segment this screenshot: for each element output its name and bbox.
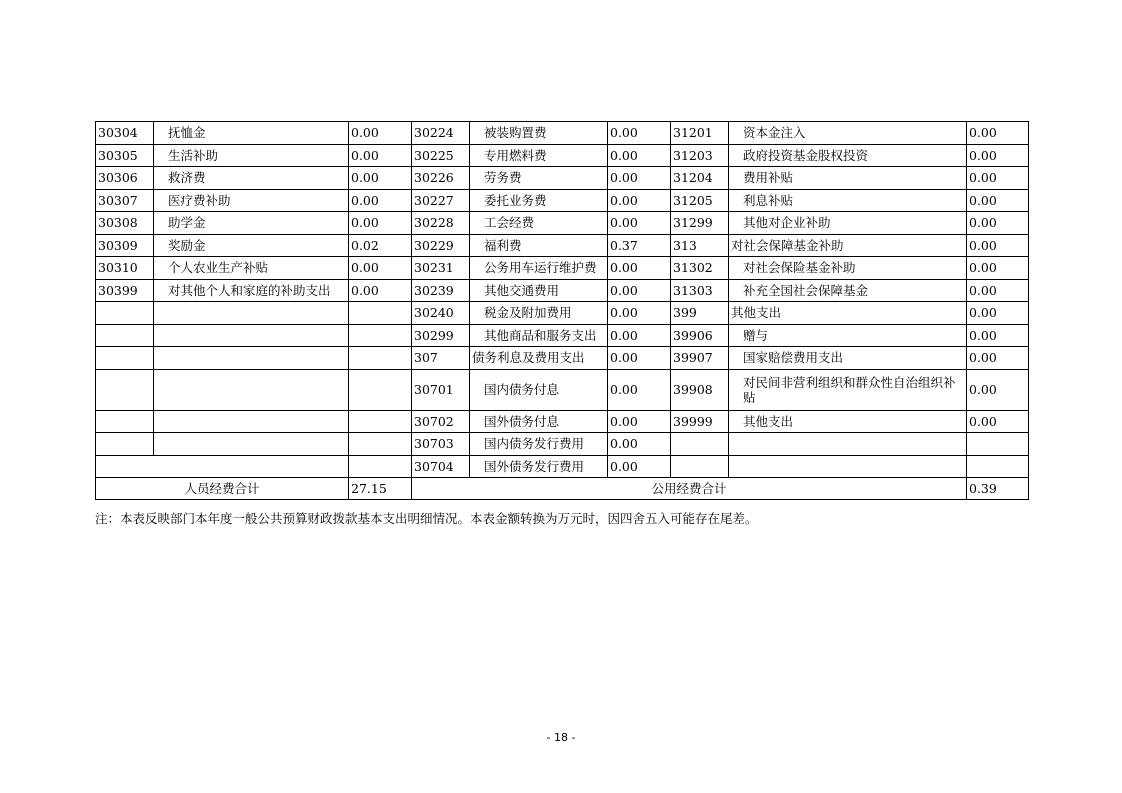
cell-name-1: 对其他个人和家庭的补助支出 [154, 279, 349, 302]
personnel-total-value: 27.15 [349, 478, 412, 500]
cell-amount-3: 0.00 [967, 257, 1029, 280]
cell-name-1: 助学金 [154, 212, 349, 235]
cell-code-2: 30702 [412, 410, 470, 433]
cell-name-3: 对社会保障基金补助 [729, 234, 967, 257]
cell-name-1: 生活补助 [154, 144, 349, 167]
cell-name-2: 劳务费 [470, 167, 608, 190]
cell-name-1 [154, 302, 349, 325]
table-row [96, 144, 1029, 167]
table-row [96, 189, 1029, 212]
cell-code-2: 307 [412, 347, 470, 370]
cell-code-3: 31201 [671, 122, 729, 145]
cell-code-1 [96, 347, 154, 370]
cell-amount-1: 0.00 [349, 189, 412, 212]
cell-name-3 [729, 433, 967, 456]
cell-code-1: 30309 [96, 234, 154, 257]
cell-name-3: 利息补贴 [729, 189, 967, 212]
cell-amount-3: 0.00 [967, 302, 1029, 325]
cell-name-1: 个人农业生产补贴 [154, 257, 349, 280]
cell-code-3: 31303 [671, 279, 729, 302]
cell-code-2: 30703 [412, 433, 470, 456]
table-row [96, 410, 1029, 433]
cell-name-3: 其他支出 [729, 410, 967, 433]
cell-amount-1: 0.00 [349, 122, 412, 145]
cell-code-1 [96, 324, 154, 347]
cell-name-2: 税金及附加费用 [470, 302, 608, 325]
cell-name-2: 公务用车运行维护费 [470, 257, 608, 280]
cell-code-2: 30228 [412, 212, 470, 235]
cell-name-2: 其他交通费用 [470, 279, 608, 302]
table-row [96, 369, 1029, 410]
cell-amount-2: 0.00 [608, 279, 671, 302]
cell-code-1 [96, 302, 154, 325]
cell-empty [96, 455, 349, 478]
totals-row [96, 478, 1029, 500]
cell-amount-3: 0.00 [967, 347, 1029, 370]
cell-amount-2: 0.00 [608, 433, 671, 456]
cell-amount-3: 0.00 [967, 122, 1029, 145]
cell-amount-3: 0.00 [967, 410, 1029, 433]
cell-code-2: 30224 [412, 122, 470, 145]
cell-amount-3 [967, 433, 1029, 456]
cell-amount-1 [349, 410, 412, 433]
cell-code-2: 30240 [412, 302, 470, 325]
cell-code-3: 39906 [671, 324, 729, 347]
cell-name-3: 费用补贴 [729, 167, 967, 190]
table-row [96, 302, 1029, 325]
cell-amount-1: 0.00 [349, 257, 412, 280]
cell-code-1: 30306 [96, 167, 154, 190]
cell-amount-1 [349, 455, 412, 478]
page-number: - 18 - [546, 731, 576, 744]
cell-code-1 [96, 369, 154, 410]
table-row [96, 234, 1029, 257]
cell-amount-2: 0.00 [608, 212, 671, 235]
cell-code-2: 30239 [412, 279, 470, 302]
cell-amount-3: 0.00 [967, 212, 1029, 235]
cell-name-3: 资本金注入 [729, 122, 967, 145]
cell-code-3 [671, 455, 729, 478]
cell-code-1: 30304 [96, 122, 154, 145]
cell-name-2: 国外债务付息 [470, 410, 608, 433]
table-row [96, 212, 1029, 235]
cell-code-3: 39999 [671, 410, 729, 433]
cell-code-2: 30229 [412, 234, 470, 257]
cell-name-2: 福利费 [470, 234, 608, 257]
expenditure-detail-table [95, 121, 1029, 500]
cell-name-1 [154, 324, 349, 347]
cell-code-3: 399 [671, 302, 729, 325]
cell-amount-2: 0.00 [608, 410, 671, 433]
cell-code-2: 30227 [412, 189, 470, 212]
public-total-label: 公用经费合计 [412, 478, 967, 500]
cell-name-2: 其他商品和服务支出 [470, 324, 608, 347]
cell-code-2: 30704 [412, 455, 470, 478]
table-row [96, 324, 1029, 347]
cell-code-1 [96, 433, 154, 456]
cell-amount-2: 0.00 [608, 122, 671, 145]
cell-amount-1 [349, 347, 412, 370]
cell-amount-1: 0.00 [349, 144, 412, 167]
cell-code-1: 30310 [96, 257, 154, 280]
cell-amount-3: 0.00 [967, 144, 1029, 167]
cell-amount-1 [349, 302, 412, 325]
cell-code-2: 30701 [412, 369, 470, 410]
cell-amount-1: 0.02 [349, 234, 412, 257]
cell-amount-1 [349, 433, 412, 456]
cell-code-1: 30307 [96, 189, 154, 212]
table-row [96, 279, 1029, 302]
cell-amount-1: 0.00 [349, 279, 412, 302]
cell-amount-3 [967, 455, 1029, 478]
cell-code-3: 31205 [671, 189, 729, 212]
cell-amount-2: 0.00 [608, 347, 671, 370]
cell-amount-2: 0.00 [608, 144, 671, 167]
cell-name-2: 国内债务发行费用 [470, 433, 608, 456]
cell-amount-2: 0.37 [608, 234, 671, 257]
cell-name-1: 医疗费补助 [154, 189, 349, 212]
table-row [96, 122, 1029, 145]
cell-name-3: 对社会保险基金补助 [729, 257, 967, 280]
cell-code-1: 30308 [96, 212, 154, 235]
cell-amount-1: 0.00 [349, 167, 412, 190]
cell-amount-1: 0.00 [349, 212, 412, 235]
cell-name-2: 委托业务费 [470, 189, 608, 212]
cell-code-1: 30305 [96, 144, 154, 167]
cell-amount-2: 0.00 [608, 324, 671, 347]
cell-name-1: 抚恤金 [154, 122, 349, 145]
table-row [96, 347, 1029, 370]
cell-name-1 [154, 369, 349, 410]
cell-name-1 [154, 347, 349, 370]
cell-amount-3: 0.00 [967, 369, 1029, 410]
cell-name-3: 国家赔偿费用支出 [729, 347, 967, 370]
cell-name-3: 其他对企业补助 [729, 212, 967, 235]
cell-code-3: 313 [671, 234, 729, 257]
cell-amount-2: 0.00 [608, 369, 671, 410]
cell-name-3: 对民间非营利组织和群众性自治组织补贴 [729, 369, 967, 410]
cell-name-1 [154, 410, 349, 433]
cell-amount-2: 0.00 [608, 167, 671, 190]
cell-amount-1 [349, 324, 412, 347]
table-row [96, 167, 1029, 190]
cell-amount-2: 0.00 [608, 189, 671, 212]
table-row [96, 455, 1029, 478]
cell-code-1 [96, 410, 154, 433]
cell-code-2: 30226 [412, 167, 470, 190]
cell-amount-3: 0.00 [967, 189, 1029, 212]
cell-name-2: 被装购置费 [470, 122, 608, 145]
cell-name-3: 赠与 [729, 324, 967, 347]
cell-name-1 [154, 433, 349, 456]
cell-code-2: 30225 [412, 144, 470, 167]
cell-name-2: 专用燃料费 [470, 144, 608, 167]
cell-code-3: 39907 [671, 347, 729, 370]
cell-name-2: 国外债务发行费用 [470, 455, 608, 478]
cell-code-2: 30231 [412, 257, 470, 280]
cell-name-3: 补充全国社会保障基金 [729, 279, 967, 302]
cell-name-3: 其他支出 [729, 302, 967, 325]
cell-amount-3: 0.00 [967, 167, 1029, 190]
cell-name-2: 国内债务付息 [470, 369, 608, 410]
cell-code-3 [671, 433, 729, 456]
cell-name-1: 奖励金 [154, 234, 349, 257]
cell-code-2: 30299 [412, 324, 470, 347]
cell-amount-3: 0.00 [967, 324, 1029, 347]
cell-amount-1 [349, 369, 412, 410]
cell-name-1: 救济费 [154, 167, 349, 190]
cell-code-3: 31302 [671, 257, 729, 280]
cell-name-3 [729, 455, 967, 478]
cell-name-3: 政府投资基金股权投资 [729, 144, 967, 167]
public-total-value: 0.39 [967, 478, 1029, 500]
table-row [96, 257, 1029, 280]
cell-code-3: 39908 [671, 369, 729, 410]
cell-code-3: 31204 [671, 167, 729, 190]
cell-code-1: 30399 [96, 279, 154, 302]
cell-amount-3: 0.00 [967, 279, 1029, 302]
cell-name-2: 债务利息及费用支出 [470, 347, 608, 370]
cell-amount-3: 0.00 [967, 234, 1029, 257]
cell-code-3: 31203 [671, 144, 729, 167]
cell-name-2: 工会经费 [470, 212, 608, 235]
cell-amount-2: 0.00 [608, 455, 671, 478]
table-note: 注：本表反映部门本年度一般公共预算财政拨款基本支出明细情况。本表金额转换为万元时，因四舍五入可能存在尾差。 [95, 511, 758, 526]
cell-amount-2: 0.00 [608, 257, 671, 280]
table-row [96, 433, 1029, 456]
cell-code-3: 31299 [671, 212, 729, 235]
cell-amount-2: 0.00 [608, 302, 671, 325]
personnel-total-label: 人员经费合计 [96, 478, 349, 500]
